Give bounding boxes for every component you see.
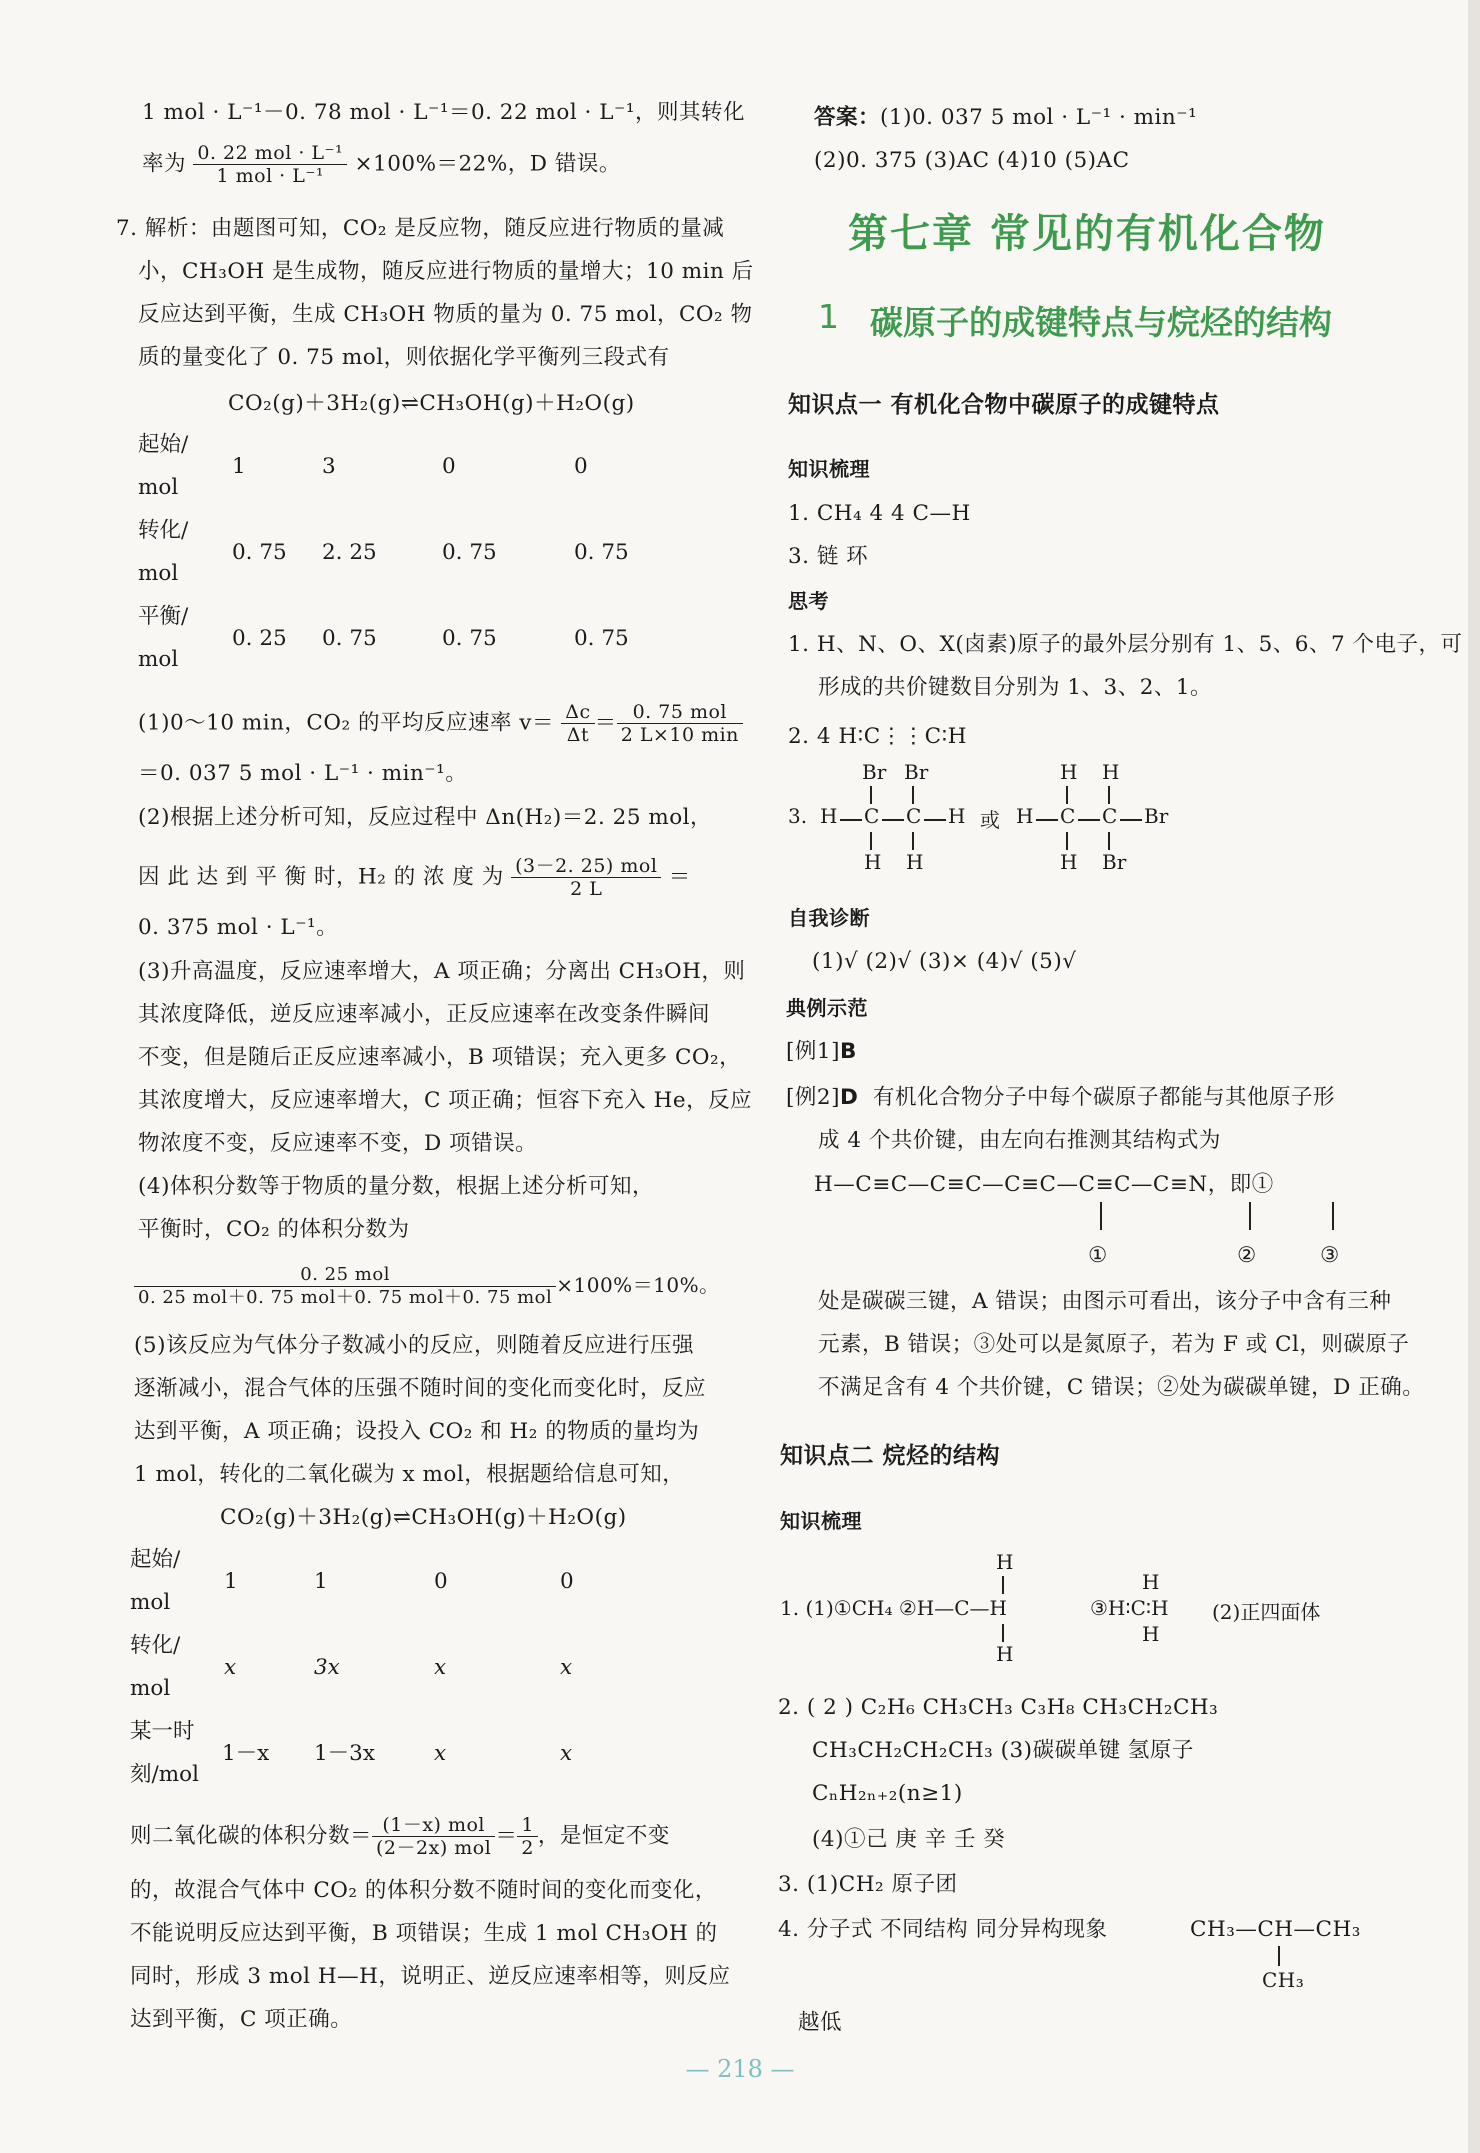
text-line: 1 mol，转化的二氧化碳为 x mol，根据题给信息可知， (134, 1462, 685, 1487)
three-stage-table-2: 起始/ mol 1 1 0 0 转化/ mol x 3x x x 某一时 刻/mol 1－x 1－3x x x (130, 1547, 574, 1787)
text-line: 不满足含有 4 个共价键，C 错误；②处为碳碳单键，D 正确。 (818, 1375, 1425, 1400)
text-line: 成 4 个共价键，由左向右推测其结构式为 (818, 1128, 1221, 1153)
subheading: 思考 (788, 589, 829, 613)
text-line: 达到平衡，A 项正确；设投入 CO₂ 和 H₂ 的物质的量均为 (134, 1419, 700, 1444)
text-line: 物浓度不变，反应速率不变，D 项错误。 (138, 1131, 538, 1156)
text-line: 质的量变化了 0. 75 mol，则依据化学平衡列三段式有 (138, 345, 670, 370)
text-line: 元素，B 错误；③处可以是氮原子，若为 F 或 Cl，则碳原子 (818, 1332, 1410, 1357)
methane-formulas: 1. (1)①CH₄ ②H—C—H H H ③H∶C∶H H H (2)正四面体 (780, 1550, 1321, 1666)
section-number: 1 (818, 297, 839, 336)
text-line: CₙH₂ₙ₊₂(n≥1) (812, 1781, 963, 1806)
text-line: (1)0～10 min，CO₂ 的平均反应速率 v＝ $\frac{\Delta c}{\Delta t}$ ＝ $\frac{\text{0. 75 mol}}{2 L\times 10 \min}$ (138, 701, 743, 746)
fraction: $\frac{\text{0. 25 mol}}{\text{0. 25 mol＋0. 75 mol＋0. 75 mol＋0. 75 mol}}$ (134, 1264, 556, 1309)
text-line: 7. 解析：由题图可知，CO₂ 是反应物，随反应进行物质的量减 (116, 216, 725, 241)
example-line: [例1]B (786, 1039, 857, 1064)
text-line: 0. 375 mol · L⁻¹。 (138, 915, 339, 940)
chain-formula: H—C≡C—C≡C—C≡C—C≡C—C≡N，即① (814, 1172, 1274, 1197)
text-line: 同时，形成 3 mol H—H，说明正、逆反应速率相等，则反应 (130, 1964, 731, 1989)
fraction: $\frac{\text{(1－x) mol}}{\text{(2－2x) mol}}$ (372, 1814, 495, 1859)
equation: CO₂(g)＋3H₂(g)⇌CH₃OH(g)＋H₂O(g) (228, 391, 635, 416)
answer-line: 答案：(1)0. 037 5 mol · L⁻¹ · min⁻¹ (814, 105, 1198, 130)
section-title: 碳原子的成键特点与烷烃的结构 (870, 303, 1332, 342)
fraction: $\frac{1}{2}$ (517, 1814, 538, 1859)
isobutane-branch: CH₃ (1262, 1968, 1305, 1992)
text-line: 因 此 达 到 平 衡 时，H₂ 的 浓 度 为 $\frac{\text{(3－2. 25) mol}}{2 L}$ ＝ (138, 855, 691, 900)
text-line: (1)√ (2)√ (3)× (4)√ (5)√ (812, 949, 1077, 974)
text-line: 则二氧化碳的体积分数＝ $\frac{\text{(1－x) mol}}{\text{(2－2x) mol}}$ ＝ $\frac{1}{2}$ ，是恒定不变 (130, 1814, 670, 1859)
fraction: $\frac{\text{0. 22 mol · L⁻¹}}{\text{1 mol · L⁻¹}}$ (193, 142, 347, 187)
text-line: 率为 $\frac{\text{0. 22 mol · L⁻¹}}{\text{1 mol · L⁻¹}}$ ×100%＝22%，D 错误。 (142, 142, 621, 187)
text-line: (4)体积分数等于物质的量分数，根据上述分析可知， (138, 1174, 654, 1199)
answer-line: (2)0. 375 (3)AC (4)10 (5)AC (814, 148, 1130, 173)
text-line: 小，CH₃OH 是生成物，随反应进行物质的量增大；10 min 后 (138, 259, 754, 284)
text-line: 形成的共价键数目分别为 1、3、2、1。 (818, 675, 1213, 700)
text-line: CH₃CH₂CH₂CH₃ (3)碳碳单键 氢原子 (812, 1738, 1194, 1763)
text-line: 反应达到平衡，生成 CH₃OH 物质的量为 0. 75 mol，CO₂ 物 (138, 302, 753, 327)
structural-formula-group: 3. H C C H Br Br H H 或 H C C Br H H H Br (788, 760, 1169, 874)
text-line: 的，故混合气体中 CO₂ 的体积分数不随时间的变化而变化， (130, 1878, 717, 1903)
position-marker: ③ (1320, 1243, 1340, 1268)
page-number: — 218 — (685, 2055, 795, 2083)
text-line: 其浓度降低，逆反应速率减小，正反应速率在改变条件瞬间 (138, 1002, 711, 1027)
text-line: 3. (1)CH₂ 原子团 (778, 1872, 958, 1897)
text-line: $\frac{\text{0. 25 mol}}{\text{0. 25 mol＋0. 75 mol＋0. 75 mol＋0. 75 mol}}$ ×100%＝10%。 (134, 1264, 720, 1309)
fraction: $\frac{\text{(3－2. 25) mol}}{2 L}$ (511, 855, 661, 900)
text-line: 2. ( 2 ) C₂H₆ CH₃CH₃ C₃H₈ CH₃CH₂CH₃ (778, 1695, 1219, 1720)
page-edge (1468, 0, 1480, 2153)
chapter-title: 第七章 常见的有机化合物 (848, 211, 1326, 257)
text-line: 处是碳碳三键，A 错误；由图示可看出，该分子中含有三种 (818, 1289, 1392, 1314)
three-stage-table-1: 起始/ mol 1 3 0 0 转化/ mol 0. 75 2. 25 0. 75 0. 75 平衡/ mol 0. 25 0. 75 0. 75 0. 75 (138, 432, 629, 672)
text-line: (4)①己 庚 辛 壬 癸 (812, 1827, 1006, 1852)
text-line: 越低 (798, 2010, 843, 2035)
text-line: (5)该反应为气体分子数减小的反应，则随着反应进行压强 (134, 1333, 694, 1358)
knowledge-point-heading: 知识点二 烷烃的结构 (780, 1443, 1001, 1469)
text-line: 不能说明反应达到平衡，B 项错误；生成 1 mol CH₃OH 的 (130, 1921, 718, 1946)
subheading: 知识梳理 (788, 457, 870, 481)
subheading: 典例示范 (786, 996, 868, 1020)
equation: CO₂(g)＋3H₂(g)⇌CH₃OH(g)＋H₂O(g) (220, 1505, 627, 1530)
fraction: $\frac{\Delta c}{\Delta t}$ (561, 701, 594, 746)
isobutane-formula: CH₃—CH—CH₃ (1190, 1917, 1361, 1942)
text-line: 4. 分子式 不同结构 同分异构现象 (778, 1917, 1108, 1942)
knowledge-point-heading: 知识点一 有机化合物中碳原子的成键特点 (788, 392, 1220, 418)
text-line: ＝0. 037 5 mol · L⁻¹ · min⁻¹。 (138, 761, 468, 786)
text-line: 3. 链 环 (788, 544, 869, 569)
text-line: 1. CH₄ 4 4 C—H (788, 501, 971, 526)
text-line: 2. 4 H∶C⋮⋮C∶H (788, 724, 967, 749)
text-line: 平衡时，CO₂ 的体积分数为 (138, 1217, 410, 1242)
subheading: 自我诊断 (788, 906, 870, 930)
position-marker: ① (1088, 1243, 1108, 1268)
text-line: (3)升高温度，反应速率增大，A 项正确；分离出 CH₃OH，则 (138, 959, 746, 984)
subheading: 知识梳理 (780, 1509, 862, 1533)
fraction: $\frac{\text{0. 75 mol}}{2 L\times 10 \min}$ (617, 701, 743, 746)
text-line: 不变，但是随后正反应速率减小，B 项错误；充入更多 CO₂， (138, 1045, 742, 1070)
position-marker: ② (1237, 1243, 1257, 1268)
text-line: 1 mol · L⁻¹－0. 78 mol · L⁻¹＝0. 22 mol · L⁻¹，则其转化 (142, 100, 745, 125)
example-line: [例2]D 有机化合物分子中每个碳原子都能与其他原子形 (786, 1085, 1336, 1110)
text-line: 达到平衡，C 项正确。 (130, 2007, 353, 2032)
text-line: (2)根据上述分析可知，反应过程中 Δn(H₂)＝2. 25 mol， (138, 805, 713, 830)
text-line: 1. H、N、O、X(卤素)原子的最外层分别有 1、5、6、7 个电子，可 (788, 632, 1463, 657)
text-line: 其浓度增大，反应速率增大，C 项正确；恒容下充入 He，反应 (138, 1088, 753, 1113)
text-line: 逐渐减小，混合气体的压强不随时间的变化而变化时，反应 (134, 1376, 707, 1401)
